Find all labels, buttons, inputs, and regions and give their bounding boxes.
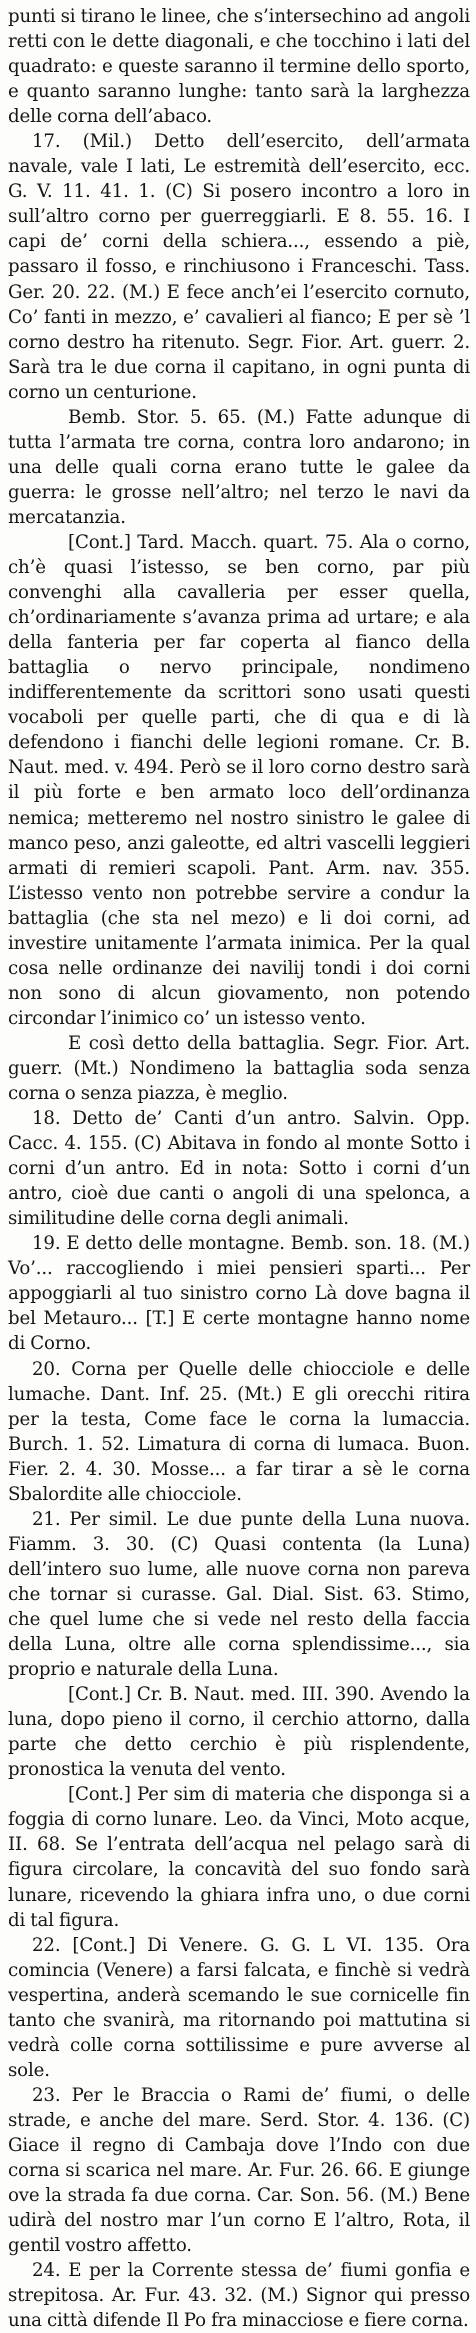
entry-paragraph-22: 22. [Cont.] Di Venere. G. G. L VI. 135. Ora comincia (Venere) a farsi falcata, e finchè si vedrà vespertina, anderà scemando le sue cornicelle fin tanto che svanirà, ma ritornando poi mattutina si vedrà colle corna sottilissime e pure avverse al sole. [8, 1934, 470, 2081]
entry-paragraph-battaglia: E così detto della battaglia. Segr. Fior. Art. guerr. (Mt.) Nondimeno la battaglia soda senza corna o senza piazza, è meglio. [8, 1032, 470, 1105]
entry-paragraph-19: 19. E detto delle montagne. Bemb. son. 18. (M.) Vo’... raccogliendo i miei pensieri sparti... Per appoggiarli al tuo sinistro corno Là dove bagna il bel Metauro... [T.] E certe montagne hanno nome di Corno. [8, 1233, 470, 1355]
entry-paragraph-20: 20. Corna per Quelle delle chiocciole e delle lumache. Dant. Inf. 25. (Mt.) E gli orecchi ritira per la testa, Come face le corna la lumaccia. Burch. 1. 52. Limatura di corna di lumaca. Buon. Fier. 2. 4. 30. Mosse... a far tirar a sè le corna Sbalordite alle chiocciole. [8, 1358, 470, 1505]
entry-paragraph-23: 23. Per le Braccia o Rami de’ fiumi, o delle strade, e anche del mare. Serd. Stor. 4. 136. (C) Giace il regno di Cambaja dove l’Indo con due corna si scarica nel mare. Ar. Fur. 26. 66. E giunge ove la strada fa due corna. Car. Son. 56. (M.) Bene udirà del nostro mar l’un corno E l’altro, Rota, il gentil vostro affetto. [8, 2084, 470, 2257]
entry-paragraph-18: 18. Detto de’ Canti d’un antro. Salvin. Opp. Cacc. 4. 155. (C) Abitava in fondo al monte Sotto i corni d’un antro. Ed in nota: Sotto i corni d’un antro, cioè due canti o angoli di una spelonca, a similitudine delle corna degli animali. [8, 1108, 470, 1230]
entry-paragraph-cont-lunare: [Cont.] Per sim di materia che disponga si a foggia di corno lunare. Leo. da Vinci, Moto acque, II. 68. Se l’entrata dell’acqua nel pelago sarà di figura circolare, la concavità del suo fondo sarà lunare, ricevendo la ghiara infra uno, o due corni di tal figura. [8, 1784, 470, 1931]
entry-paragraph-bemb: Bemb. Stor. 5. 65. (M.) Fatte adunque di tutta l’armata tre corna, contra loro andarono; in una delle quali corna erano tutte le galee da guerra: le grosse nell’altro; nel terzo le navi da mercatanzia. [8, 406, 470, 528]
entry-paragraph-17: 17. (Mil.) Detto dell’esercito, dell’armata navale, vale I lati, Le estremità dell’esercito, ecc. G. V. 11. 41. 1. (C) Si posero incontro a loro in sull’altro corno per guerreggiarli. E 8. 55. 16. I capi de’ corni della schiera..., essendo a piè, passaro il fosso, e rinchiusono i Franceschi. Tass. Ger. 20. 22. (M.) E fece anch’ei l’esercito cornuto, Co’ fanti in mezzo, e’ cavalieri al fianco; E per sè ’l corno destro ha ritenuto. Segr. Fior. Art. guerr. 2. Sarà tra le due corna il capitano, in ogni punta di corno un centurione. [8, 131, 470, 403]
entry-paragraph-21: 21. Per simil. Le due punte della Luna nuova. Fiamm. 3. 30. (C) Quasi contenta (la Luna) dell’intero suo lume, alle nuove corna non pareva che tornar si curasse. Gal. Dial. Sist. 63. Stimo, che quel lume che si vede nel resto della faccia della Luna, oltre alle corna splendissime..., sia proprio e naturale della Luna. [8, 1508, 470, 1681]
entry-paragraph-1: punti si tirano le linee, che s’intersechino ad angoli retti con le dette diagonali, e che tocchino i lati del quadrato: e queste saranno il termine dello sporto, e quanto saranno lunghe: tanto sarà la larghezza delle corna dell’abaco. [8, 6, 470, 128]
entry-paragraph-24: 24. E per la Corrente stessa de’ fiumi gonfia e strepitosa. Ar. Fur. 43. 32. (M.) Signor qui presso una città difende Il Po fra minacciose e fiere corna. [8, 2260, 470, 2332]
entry-paragraph-cont-luna: [Cont.] Cr. B. Naut. med. III. 390. Avendo la luna, dopo pieno il corno, il cerchio attorno, dalla parte che detto cerchio è più risplendente, pronostica la venuta del vento. [8, 1684, 470, 1781]
entry-paragraph-cont-tard: [Cont.] Tard. Macch. quart. 75. Ala o corno, ch’è quasi l’istesso, se ben corno, par più convenghi alla cavalleria per esser quella, ch’ordinariamente s’avanza prima ad urtare; e ala della fanteria per far coperta al fianco della battaglia o nervo principale, nondimeno indifferentemente da scrittori sono usati questi vocaboli per quelle parti, che di qua e di là defendono i fianchi delle legioni romane. Cr. B. Naut. med. v. 494. Però se il loro corno destro sarà il più forte e ben armato loco dell’ordinanza nemica; metteremo nel nostro sinistro le galee di manco peso, anzi galeotte, ed altri vascelli leggieri armati di remieri scapoli. Pant. Arm. nav. 355. L’istesso vento non potrebbe servire a condur la battaglia (che sta nel mezo) e li doi corni, ad investire unitamente l’armata inimica. Per la qual cosa nelle ordinanze dei navilij tondi i doi corni non sono di alcun giovamento, non potendo circondar l’inimico co’ un istesso vento. [8, 531, 470, 1029]
